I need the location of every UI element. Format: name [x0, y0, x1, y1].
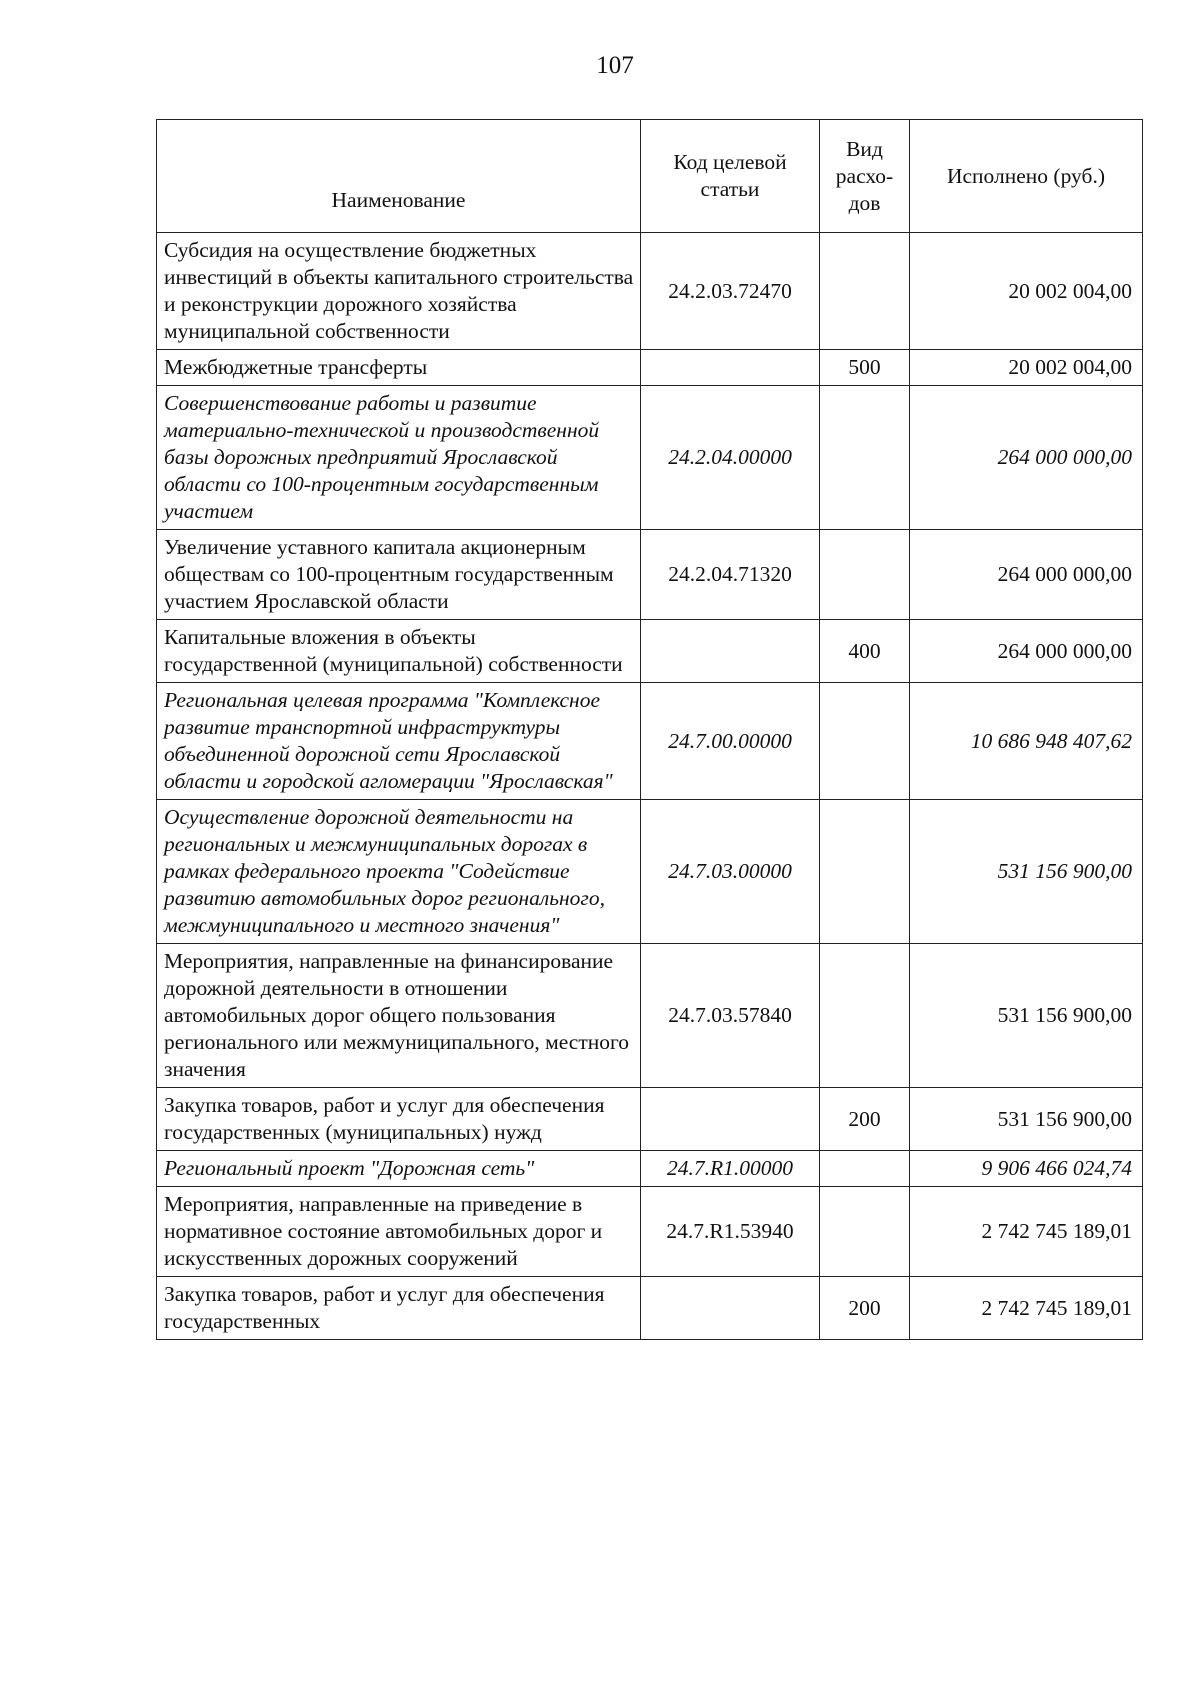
table-row — [157, 1088, 1143, 1151]
cell-kind — [820, 683, 910, 800]
cell-name: Капитальные вложения в объекты государственной (муниципальной) собственности — [157, 620, 641, 683]
table-row — [157, 1151, 1143, 1187]
header-amount: Исполнено (руб.) — [910, 120, 1143, 233]
cell-name: Осуществление дорожной деятельности на региональных и межмуниципальных дорогах в рамках федерального проекта "Содействие развитию автомобильных дорог регионального, межмуниципального и местного значения" — [157, 800, 641, 944]
header-kind: Вид расхо-дов — [820, 120, 910, 233]
cell-code: 24.2.03.72470 — [641, 233, 820, 350]
cell-kind — [820, 1151, 910, 1187]
page-number: 107 — [596, 52, 634, 79]
cell-name: Мероприятия, направленные на финансирование дорожной деятельности в отношении автомобильных дорог общего пользования регионального или межмуниципального, местного значения — [157, 944, 641, 1088]
table-body — [157, 233, 1143, 1340]
table-row — [157, 233, 1143, 350]
cell-kind: 200 — [820, 1088, 910, 1151]
table-row — [157, 386, 1143, 530]
cell-code: 24.7.R1.00000 — [641, 1151, 820, 1187]
table-row — [157, 530, 1143, 620]
table-row — [157, 683, 1143, 800]
cell-name: Региональный проект "Дорожная сеть" — [157, 1151, 641, 1187]
cell-name: Мероприятия, направленные на приведение в нормативное состояние автомобильных дорог и искусственных дорожных сооружений — [157, 1187, 641, 1277]
cell-name: Субсидия на осуществление бюджетных инвестиций в объекты капитального строительства и реконструкции дорожного хозяйства муниципальной собственности — [157, 233, 641, 350]
cell-code: 24.7.R1.53940 — [641, 1187, 820, 1277]
cell-kind — [820, 530, 910, 620]
cell-code: 24.7.03.57840 — [641, 944, 820, 1088]
header-code: Код целевой статьи — [641, 120, 820, 233]
table-row — [157, 350, 1143, 386]
cell-name: Совершенствование работы и развитие материально-технической и производственной базы дорожных предприятий Ярославской области со 100-процентным государственным участием — [157, 386, 641, 530]
cell-code — [641, 1277, 820, 1340]
cell-amount: 20 002 004,00 — [910, 233, 1143, 350]
budget-table — [156, 119, 1143, 1340]
cell-amount: 264 000 000,00 — [910, 620, 1143, 683]
cell-kind — [820, 944, 910, 1088]
table-row — [157, 620, 1143, 683]
table-row — [157, 944, 1143, 1088]
cell-kind: 400 — [820, 620, 910, 683]
cell-code: 24.2.04.00000 — [641, 386, 820, 530]
cell-code: 24.7.03.00000 — [641, 800, 820, 944]
cell-amount: 531 156 900,00 — [910, 800, 1143, 944]
table-row — [157, 1277, 1143, 1340]
cell-kind — [820, 1187, 910, 1277]
cell-amount: 9 906 466 024,74 — [910, 1151, 1143, 1187]
cell-kind — [820, 800, 910, 944]
cell-name: Закупка товаров, работ и услуг для обеспечения государственных (муниципальных) нужд — [157, 1088, 641, 1151]
cell-name: Региональная целевая программа "Комплексное развитие транспортной инфраструктуры объединенной дорожной сети Ярославской области и городской агломерации "Ярославская" — [157, 683, 641, 800]
cell-code: 24.2.04.71320 — [641, 530, 820, 620]
cell-kind: 500 — [820, 350, 910, 386]
cell-amount: 10 686 948 407,62 — [910, 683, 1143, 800]
cell-name: Увеличение уставного капитала акционерным обществам со 100-процентным государственным участием Ярославской области — [157, 530, 641, 620]
cell-name: Межбюджетные трансферты — [157, 350, 641, 386]
cell-amount: 264 000 000,00 — [910, 530, 1143, 620]
cell-name: Закупка товаров, работ и услуг для обеспечения государственных — [157, 1277, 641, 1340]
table-row — [157, 1187, 1143, 1277]
table-header-row — [157, 120, 1143, 233]
cell-kind — [820, 233, 910, 350]
cell-amount: 20 002 004,00 — [910, 350, 1143, 386]
cell-code — [641, 620, 820, 683]
table-row — [157, 800, 1143, 944]
cell-kind: 200 — [820, 1277, 910, 1340]
cell-code: 24.7.00.00000 — [641, 683, 820, 800]
cell-code — [641, 1088, 820, 1151]
cell-code — [641, 350, 820, 386]
cell-amount: 531 156 900,00 — [910, 1088, 1143, 1151]
cell-amount: 2 742 745 189,01 — [910, 1277, 1143, 1340]
header-name: Наименование — [157, 120, 641, 233]
cell-amount: 264 000 000,00 — [910, 386, 1143, 530]
cell-kind — [820, 386, 910, 530]
cell-amount: 531 156 900,00 — [910, 944, 1143, 1088]
cell-amount: 2 742 745 189,01 — [910, 1187, 1143, 1277]
